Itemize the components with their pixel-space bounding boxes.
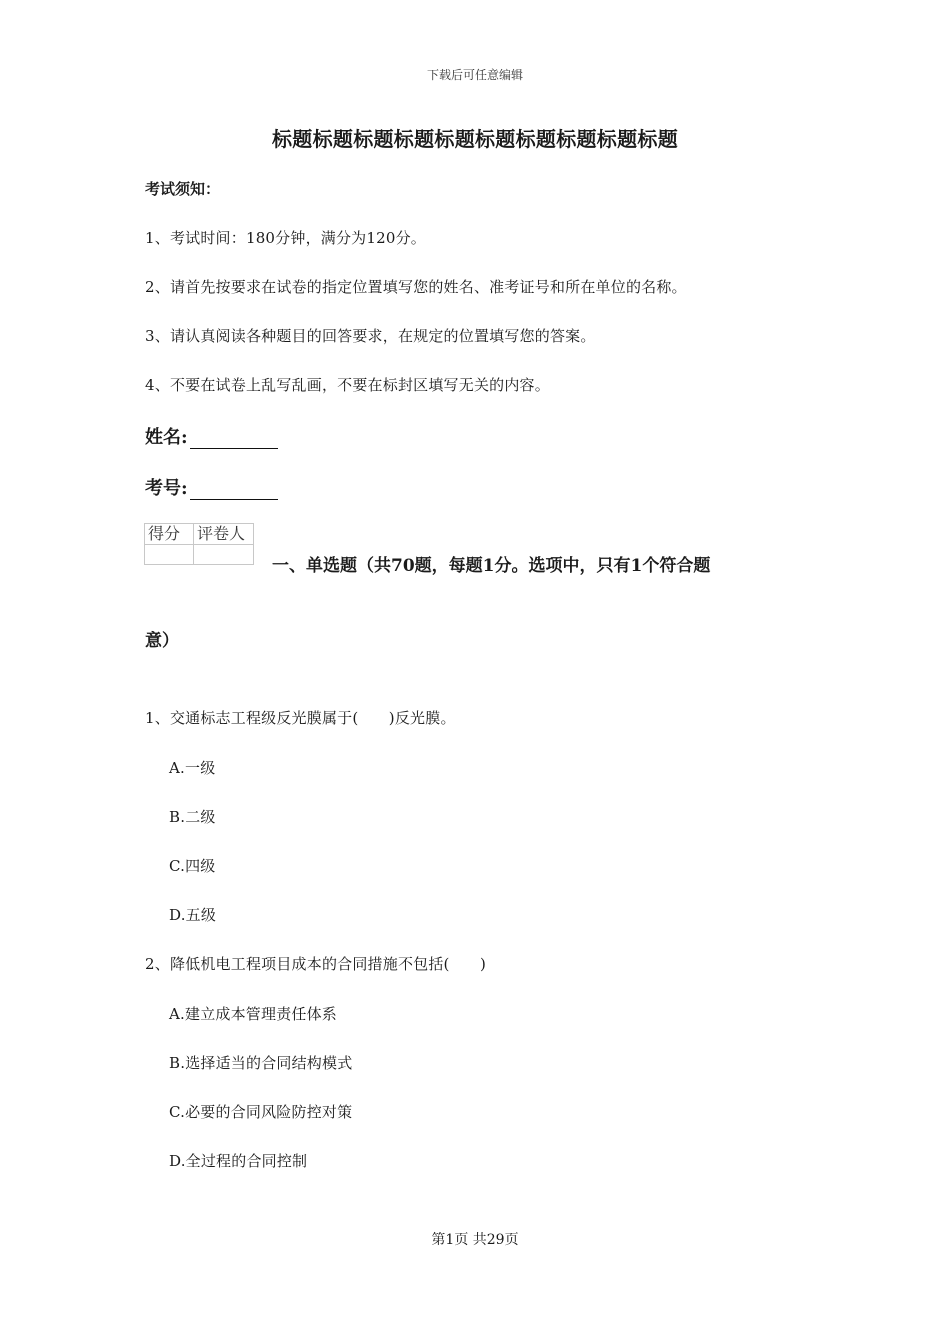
name-blank-line[interactable] [190, 430, 278, 449]
grader-header: 评卷人 [194, 524, 254, 545]
name-label: 姓名: [145, 427, 188, 448]
header-note: 下载后可任意编辑 [426, 68, 523, 82]
option: D.全过程的合同控制 [169, 1152, 308, 1170]
notice-heading: 考试须知： [145, 180, 221, 198]
question-stem: 1、交通标志工程级反光膜属于( )反光膜。 [145, 709, 456, 727]
option: A.建立成本管理责任体系 [169, 1005, 338, 1023]
option: C.必要的合同风险防控对策 [169, 1103, 353, 1121]
notice-item: 1、考试时间：180分钟，满分为120分。 [145, 229, 427, 247]
grader-cell[interactable] [194, 545, 254, 565]
option: B.二级 [169, 808, 216, 826]
exam-number-blank-line[interactable] [190, 481, 278, 500]
notice-item: 2、请首先按要求在试卷的指定位置填写您的姓名、准考证号和所在单位的名称。 [145, 278, 687, 296]
question-stem: 2、降低机电工程项目成本的合同措施不包括( ) [145, 955, 487, 973]
exam-number-label: 考号: [145, 478, 188, 499]
score-cell[interactable] [145, 545, 194, 565]
notice-item: 3、请认真阅读各种题目的回答要求，在规定的位置填写您的答案。 [145, 327, 596, 345]
section-heading-continued: 意） [145, 631, 179, 651]
section-heading: 一、单选题（共70题，每题1分。选项中，只有1个符合题 [272, 556, 711, 576]
option: D.五级 [169, 906, 217, 924]
notice-item: 4、不要在试卷上乱写乱画，不要在标封区填写无关的内容。 [145, 376, 550, 394]
option: C.四级 [169, 857, 216, 875]
document-title: 标题标题标题标题标题标题标题标题标题标题 [272, 127, 678, 151]
page-footer: 第1页 共29页 [431, 1232, 519, 1248]
option: A.一级 [169, 759, 216, 777]
score-table [144, 523, 254, 565]
score-header: 得分 [145, 524, 194, 545]
exam-number-field [145, 474, 278, 500]
option: B.选择适当的合同结构模式 [169, 1054, 353, 1072]
name-field [145, 423, 278, 449]
